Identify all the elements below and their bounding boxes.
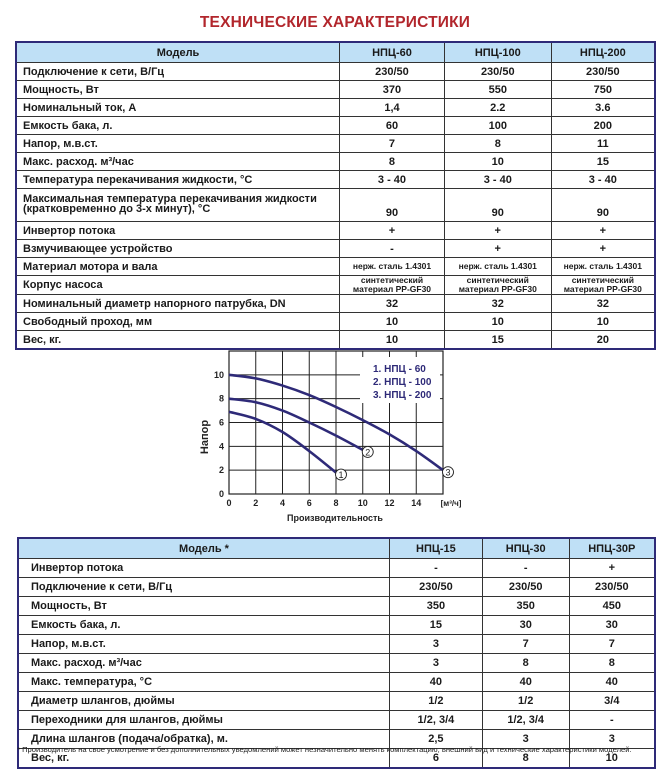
header-col: НПЦ-60 [340,42,445,63]
row-label: Подключение к сети, В/Гц [18,578,390,597]
cell-value: 10 [340,331,445,350]
row-label: Емкость бака, л. [18,616,390,635]
header-model: Модель * [18,538,390,559]
table-row [18,635,655,654]
cell-value: нерж. сталь 1.4301 [551,258,655,276]
table-row [16,295,655,313]
cell-value: 30 [569,616,655,635]
cell-value: 8 [482,654,569,673]
header-col: НПЦ-30 [482,538,569,559]
table-row [18,673,655,692]
row-label: Свободный проход, мм [16,313,340,331]
table-row [18,597,655,616]
cell-value: 3 [390,635,483,654]
cell-value: 200 [551,117,655,135]
cell-value: 32 [551,295,655,313]
cell-value: + [551,222,655,240]
cell-value: 1/2, 3/4 [482,711,569,730]
cell-value: синтетический материал PP-GF30 [444,276,551,295]
cell-value: 1/2 [390,692,483,711]
row-label: Подключение к сети, В/Гц [16,63,340,81]
cell-value: 3 - 40 [340,171,445,189]
cell-value: 3 [482,730,569,749]
row-label: Мощность, Вт [16,81,340,99]
cell-value: 10 [569,749,655,769]
cell-value: + [444,222,551,240]
table-row [16,81,655,99]
cell-value: 90 [340,189,445,222]
table-row [16,258,655,276]
cell-value: + [569,559,655,578]
cell-value: 60 [340,117,445,135]
x-axis-label: Производительность [287,513,383,523]
cell-value: 1/2 [482,692,569,711]
y-tick-label: 8 [218,393,224,404]
header-col: НПЦ-30Р [569,538,655,559]
row-label: Переходники для шлангов, дюймы [18,711,390,730]
cell-value: 3.6 [551,99,655,117]
table-row [16,135,655,153]
cell-value: 350 [482,597,569,616]
cell-value: 10 [444,153,551,171]
table-row [16,153,655,171]
specs-table-large-models [15,41,656,350]
cell-value: 15 [551,153,655,171]
table-row [18,616,655,635]
y-tick-label: 6 [218,417,224,428]
curve-end-label: 3 [445,467,451,478]
cell-value: - [390,559,483,578]
row-label: Мощность, Вт [18,597,390,616]
cell-value: 90 [444,189,551,222]
cell-value: 30 [482,616,569,635]
cell-value: 90 [551,189,655,222]
cell-value: + [551,240,655,258]
cell-value: 10 [551,313,655,331]
y-tick-label: 10 [213,369,224,380]
table-row [16,171,655,189]
table-header-row [18,538,655,559]
performance-chart [195,345,465,525]
x-tick-label: 6 [306,498,312,508]
cell-value: нерж. сталь 1.4301 [444,258,551,276]
table-row [18,578,655,597]
specs-table-small-models [17,537,656,769]
x-tick-label: 8 [333,498,339,508]
x-tick-label: 10 [357,498,368,508]
table-row [16,99,655,117]
curve-end-label: 2 [365,447,371,458]
cell-value: 3/4 [569,692,655,711]
y-axis-label: Напор [199,419,211,455]
legend-item: 2. НПЦ - 100 [373,377,432,388]
cell-value: 8 [569,654,655,673]
cell-value: 7 [340,135,445,153]
x-unit-label: [м³/ч] [440,499,462,508]
table-row [16,276,655,295]
table-row [18,692,655,711]
cell-value: 40 [482,673,569,692]
x-tick-label: 0 [226,498,232,508]
cell-value: 40 [390,673,483,692]
cell-value: 10 [444,313,551,331]
y-tick-label: 0 [218,489,224,499]
cell-value: синтетический материал PP-GF30 [340,276,445,295]
y-tick-label: 4 [218,441,224,452]
row-label: Номинальный диаметр напорного патрубка, DN [16,295,340,313]
cell-value: 100 [444,117,551,135]
row-label: Корпус насоса [16,276,340,295]
header-col: НПЦ-100 [444,42,551,63]
cell-value: 32 [444,295,551,313]
cell-value: 32 [340,295,445,313]
cell-value: 230/50 [390,578,483,597]
cell-value: + [444,240,551,258]
cell-value: 230/50 [340,63,445,81]
x-tick-label: 12 [384,498,395,508]
cell-value: 230/50 [482,578,569,597]
cell-value: + [340,222,445,240]
table-row [18,711,655,730]
table-row [18,654,655,673]
row-label: Температура перекачивания жидкости, °С [16,171,340,189]
cell-value: 350 [390,597,483,616]
table-header-row [16,42,655,63]
legend-item: 3. НПЦ - 200 [373,390,432,401]
cell-value: 230/50 [444,63,551,81]
cell-value: 3 [569,730,655,749]
cell-value: 750 [551,81,655,99]
cell-value: 2,5 [390,730,483,749]
table-row [16,189,655,222]
row-label: Взмучивающее устройство [16,240,340,258]
cell-value: 2.2 [444,99,551,117]
page-title: ТЕХНИЧЕСКИЕ ХАРАКТЕРИСТИКИ [199,14,471,31]
cell-value: 370 [340,81,445,99]
row-label: Напор, м.в.ст. [18,635,390,654]
table-row [18,559,655,578]
row-label: Напор, м.в.ст. [16,135,340,153]
cell-value: 8 [444,135,551,153]
table-row [16,222,655,240]
cell-value: 3 - 40 [444,171,551,189]
cell-value: 450 [569,597,655,616]
row-label: Макс. расход. м³/час [18,654,390,673]
row-label: Инвертор потока [18,559,390,578]
header-col: НПЦ-15 [390,538,483,559]
x-tick-label: 4 [279,498,286,508]
row-label: Материал мотора и вала [16,258,340,276]
cell-value: 550 [444,81,551,99]
cell-value: 3 [390,654,483,673]
row-label: Максимальная температура перекачивания жидкости (кратковременно до 3-х минут), °С [16,189,340,222]
row-label: Вес, кг. [16,331,340,350]
row-label: Макс. температура, °С [18,673,390,692]
table-row [16,63,655,81]
cell-value: - [340,240,445,258]
cell-value: нерж. сталь 1.4301 [340,258,445,276]
cell-value: 1,4 [340,99,445,117]
cell-value: 11 [551,135,655,153]
cell-value: 10 [340,313,445,331]
cell-value: 7 [482,635,569,654]
table-row [16,313,655,331]
cell-value: 8 [340,153,445,171]
row-label: Макс. расход. м³/час [16,153,340,171]
cell-value: 230/50 [569,578,655,597]
cell-value: 3 - 40 [551,171,655,189]
row-label: Инвертор потока [16,222,340,240]
cell-value: 15 [444,331,551,350]
cell-value: 40 [569,673,655,692]
legend-item: 1. НПЦ - 60 [373,364,426,375]
cell-value: 15 [390,616,483,635]
row-label: Диаметр шлангов, дюймы [18,692,390,711]
header-model: Модель [16,42,340,63]
row-label: Номинальный ток, А [16,99,340,117]
cell-value: - [569,711,655,730]
row-label: Длина шлангов (подача/обратка), м. [18,730,390,749]
row-label: Емкость бака, л. [16,117,340,135]
y-tick-label: 2 [218,465,224,476]
cell-value: синтетический материал PP-GF30 [551,276,655,295]
x-tick-label: 2 [253,498,259,508]
cell-value: - [482,559,569,578]
cell-value: 6 [390,749,483,769]
header-col: НПЦ-200 [551,42,655,63]
cell-value: 230/50 [551,63,655,81]
cell-value: 20 [551,331,655,350]
footnote: * Производитель на свое усмотрение и без дополнительных уведомлений может незначительно менять комплектацию, внешний вид и технические характеристики моделей. [17,745,632,754]
cell-value: 1/2, 3/4 [390,711,483,730]
cell-value: 8 [482,749,569,769]
x-tick-label: 14 [411,498,422,508]
curve-end-label: 1 [338,470,344,481]
cell-value: 7 [569,635,655,654]
table-row [16,240,655,258]
row-label: Вес, кг. [18,749,390,769]
table-row [16,117,655,135]
